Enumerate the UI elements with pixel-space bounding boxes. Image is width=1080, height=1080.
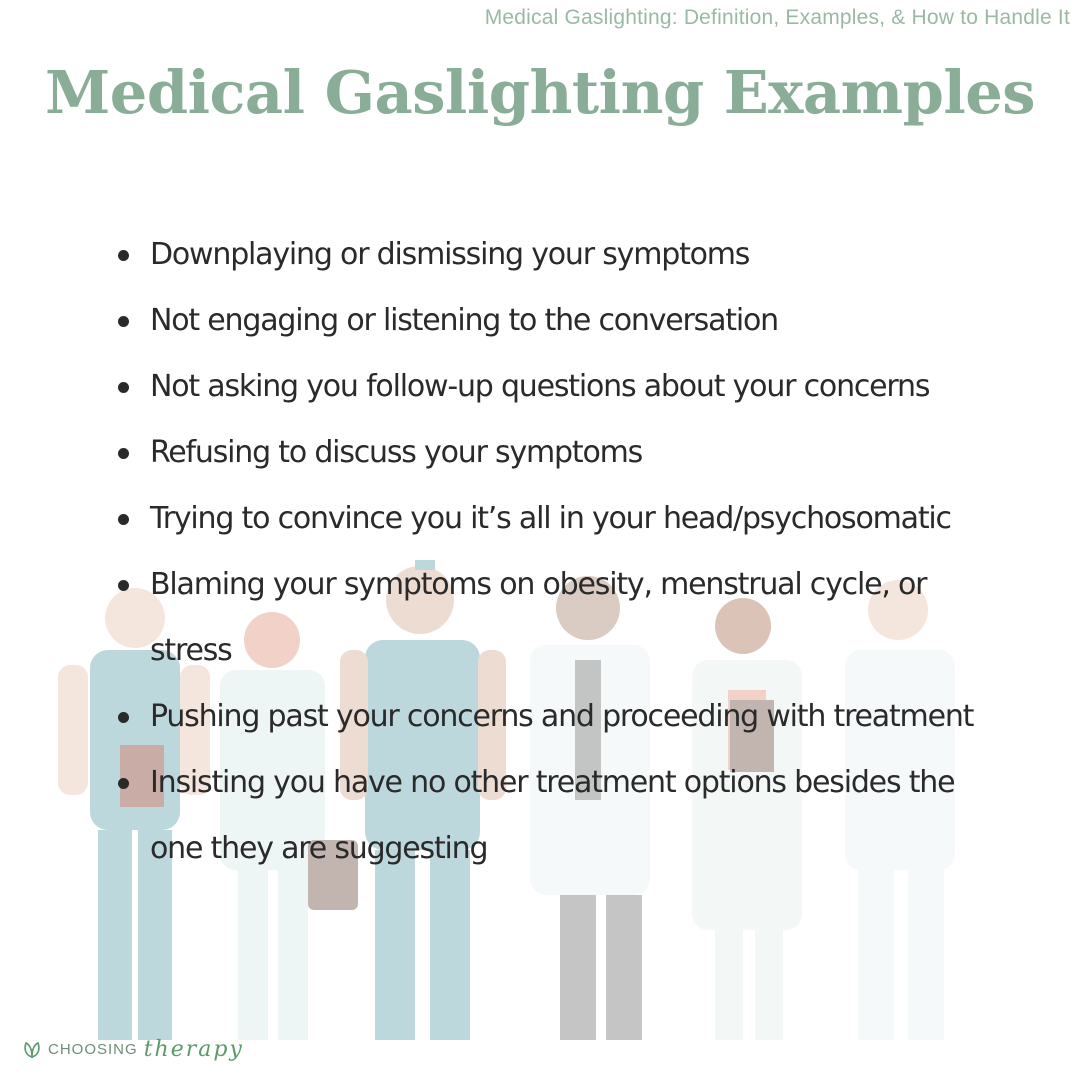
list-item-text: Insisting you have no other treatment options besides the one they are suggesting — [150, 765, 955, 866]
list-item-text: Downplaying or dismissing your symptoms — [150, 237, 750, 272]
list-item — [110, 684, 1010, 750]
bullet-icon — [118, 250, 129, 261]
list-item-text: Not asking you follow-up questions about your concerns — [150, 369, 930, 404]
brand-word-choosing: CHOOSING — [48, 1041, 138, 1058]
list-item — [110, 552, 1010, 684]
bullet-icon — [118, 778, 129, 789]
list-item-text: Refusing to discuss your symptoms — [150, 435, 643, 470]
list-item — [110, 222, 1010, 288]
source-article-title: Medical Gaslighting: Definition, Examples, & How to Handle It — [484, 6, 1070, 29]
list-item-text: Blaming your symptoms on obesity, menstrual cycle, or stress — [150, 567, 927, 668]
page-title: Medical Gaslighting Examples — [44, 58, 1035, 127]
list-item — [110, 354, 1010, 420]
list-item — [110, 750, 1010, 882]
bullet-icon — [118, 580, 129, 591]
list-item — [110, 486, 1010, 552]
bullet-icon — [118, 316, 129, 327]
list-item-text: Not engaging or listening to the conversation — [150, 303, 778, 338]
list-item — [110, 288, 1010, 354]
list-item — [110, 420, 1010, 486]
bullet-icon — [118, 382, 129, 393]
leaf-icon — [22, 1041, 42, 1059]
brand-logo — [22, 1037, 244, 1062]
brand-word-therapy: therapy — [143, 1037, 244, 1062]
examples-list-container — [110, 222, 1010, 882]
examples-list — [110, 222, 1010, 882]
list-item-text: Trying to convince you it’s all in your head/psychosomatic — [150, 501, 951, 536]
bullet-icon — [118, 448, 129, 459]
list-item-text: Pushing past your concerns and proceeding with treatment — [150, 699, 974, 734]
bullet-icon — [118, 712, 129, 723]
bullet-icon — [118, 514, 129, 525]
